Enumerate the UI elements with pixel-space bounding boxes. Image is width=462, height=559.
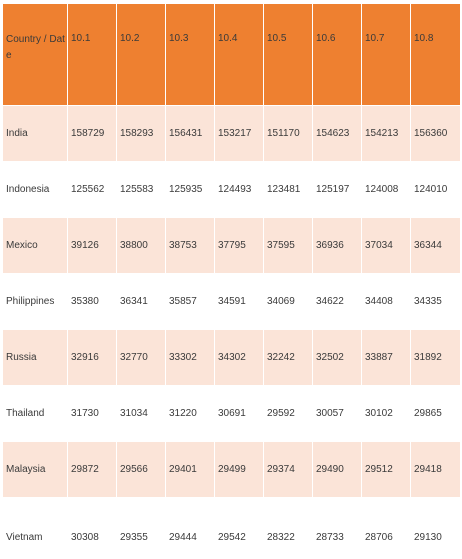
country-cell: Mexico — [3, 218, 68, 274]
country-cell: Russia — [3, 330, 68, 386]
value-cell: 28733 — [313, 498, 362, 559]
country-cell: Thailand — [3, 386, 68, 442]
value-cell: 154623 — [313, 106, 362, 162]
country-cell: Malaysia — [3, 442, 68, 498]
value-cell: 30691 — [215, 386, 264, 442]
value-cell: 34591 — [215, 274, 264, 330]
value-cell: 31730 — [68, 386, 117, 442]
data-table — [2, 3, 461, 559]
value-cell: 29355 — [117, 498, 166, 559]
table-row — [3, 386, 461, 442]
value-cell: 39126 — [68, 218, 117, 274]
value-cell: 36344 — [411, 218, 461, 274]
column-header: 10.5 — [264, 4, 313, 106]
value-cell: 34302 — [215, 330, 264, 386]
value-cell: 30057 — [313, 386, 362, 442]
table-body — [3, 106, 461, 559]
value-cell: 37034 — [362, 218, 411, 274]
table-row — [3, 218, 461, 274]
table-row — [3, 498, 461, 559]
value-cell: 34335 — [411, 274, 461, 330]
value-cell: 154213 — [362, 106, 411, 162]
corner-header: Country / Date — [3, 4, 68, 106]
value-cell: 156360 — [411, 106, 461, 162]
value-cell: 125197 — [313, 162, 362, 218]
value-cell: 125583 — [117, 162, 166, 218]
value-cell: 29418 — [411, 442, 461, 498]
value-cell: 29499 — [215, 442, 264, 498]
value-cell: 123481 — [264, 162, 313, 218]
value-cell: 34622 — [313, 274, 362, 330]
table-row — [3, 330, 461, 386]
value-cell: 38800 — [117, 218, 166, 274]
column-header: 10.6 — [313, 4, 362, 106]
value-cell: 33302 — [166, 330, 215, 386]
value-cell: 158293 — [117, 106, 166, 162]
value-cell: 29374 — [264, 442, 313, 498]
column-header: 10.2 — [117, 4, 166, 106]
country-cell: Philippines — [3, 274, 68, 330]
value-cell: 29566 — [117, 442, 166, 498]
value-cell: 30308 — [68, 498, 117, 559]
value-cell: 32770 — [117, 330, 166, 386]
value-cell: 29512 — [362, 442, 411, 498]
value-cell: 156431 — [166, 106, 215, 162]
country-cell: Indonesia — [3, 162, 68, 218]
value-cell: 151170 — [264, 106, 313, 162]
column-header: 10.8 — [411, 4, 461, 106]
value-cell: 125935 — [166, 162, 215, 218]
header-row — [3, 4, 461, 106]
value-cell: 35857 — [166, 274, 215, 330]
value-cell: 124493 — [215, 162, 264, 218]
value-cell: 34408 — [362, 274, 411, 330]
value-cell: 30102 — [362, 386, 411, 442]
value-cell: 33887 — [362, 330, 411, 386]
value-cell: 36341 — [117, 274, 166, 330]
value-cell: 34069 — [264, 274, 313, 330]
column-header: 10.7 — [362, 4, 411, 106]
value-cell: 35380 — [68, 274, 117, 330]
value-cell: 29865 — [411, 386, 461, 442]
table-row — [3, 162, 461, 218]
column-header: 10.1 — [68, 4, 117, 106]
value-cell: 125562 — [68, 162, 117, 218]
value-cell: 36936 — [313, 218, 362, 274]
column-header: 10.3 — [166, 4, 215, 106]
value-cell: 31034 — [117, 386, 166, 442]
value-cell: 37795 — [215, 218, 264, 274]
value-cell: 124010 — [411, 162, 461, 218]
value-cell: 31220 — [166, 386, 215, 442]
value-cell: 29542 — [215, 498, 264, 559]
value-cell: 29444 — [166, 498, 215, 559]
value-cell: 29592 — [264, 386, 313, 442]
value-cell: 32242 — [264, 330, 313, 386]
table-row — [3, 442, 461, 498]
country-cell: India — [3, 106, 68, 162]
value-cell: 29130 — [411, 498, 461, 559]
value-cell: 29872 — [68, 442, 117, 498]
table-row — [3, 274, 461, 330]
value-cell: 28706 — [362, 498, 411, 559]
value-cell: 32916 — [68, 330, 117, 386]
value-cell: 153217 — [215, 106, 264, 162]
value-cell: 37595 — [264, 218, 313, 274]
value-cell: 29490 — [313, 442, 362, 498]
value-cell: 32502 — [313, 330, 362, 386]
value-cell: 158729 — [68, 106, 117, 162]
table-row — [3, 106, 461, 162]
value-cell: 38753 — [166, 218, 215, 274]
value-cell: 31892 — [411, 330, 461, 386]
country-cell: Vietnam — [3, 498, 68, 559]
value-cell: 124008 — [362, 162, 411, 218]
value-cell: 29401 — [166, 442, 215, 498]
column-header: 10.4 — [215, 4, 264, 106]
value-cell: 28322 — [264, 498, 313, 559]
